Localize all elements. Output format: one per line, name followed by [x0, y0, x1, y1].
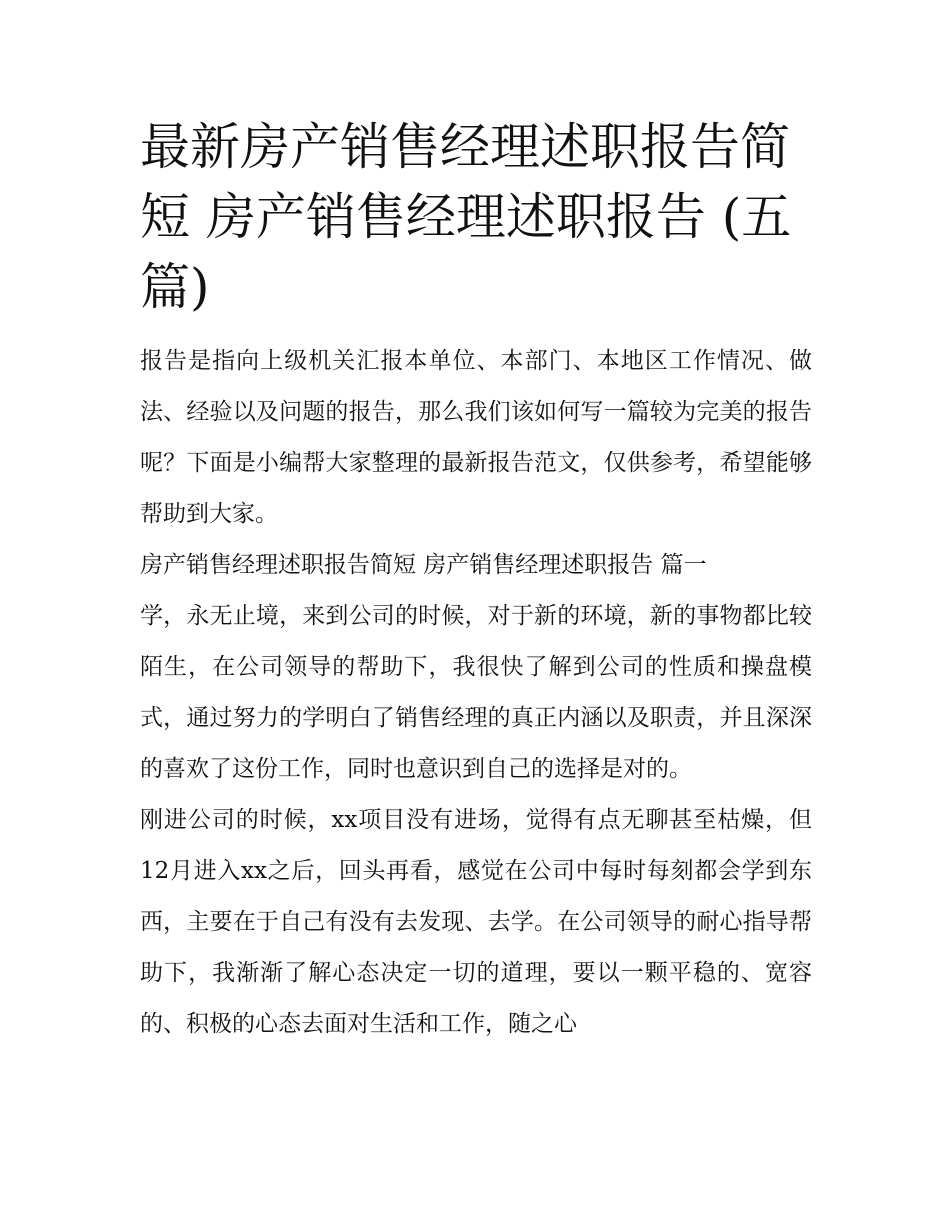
section-heading: 房产销售经理述职报告简短 房产销售经理述职报告 篇一	[140, 552, 707, 578]
paragraph-body-2: 刚进公司的时候，xx项目没有进场，觉得有点无聊甚至枯燥，但12月进入xx之后，回头再看，感觉在公司中每时每刻都会学到东西，主要在于自己有没有去发现、去学。在公司领导的耐心指导帮助下，我渐渐了解心态决定一切的道理，要以一颗平稳的、宽容的、积极的心态去面对生活和工作，随之心	[140, 807, 812, 1037]
document-page	[140, 112, 812, 1050]
paragraph-body-1: 学，永无止境，来到公司的时候，对于新的环境，新的事物都比较陌生，在公司领导的帮助下，我很快了解到公司的性质和操盘模式，通过努力的学明白了销售经理的真正内涵以及职责，并且深深的喜欢了这份工作，同时也意识到自己的选择是对的。	[140, 603, 812, 782]
paragraph-intro: 报告是指向上级机关汇报本单位、本部门、本地区工作情况、做法、经验以及问题的报告，那么我们该如何写一篇较为完美的报告呢？下面是小编帮大家整理的最新报告范文，仅供参考，希望能够帮助到大家。	[140, 348, 812, 527]
document-title: 最新房产销售经理述职报告简短 房产销售经理述职报告 (五篇)	[140, 118, 792, 316]
